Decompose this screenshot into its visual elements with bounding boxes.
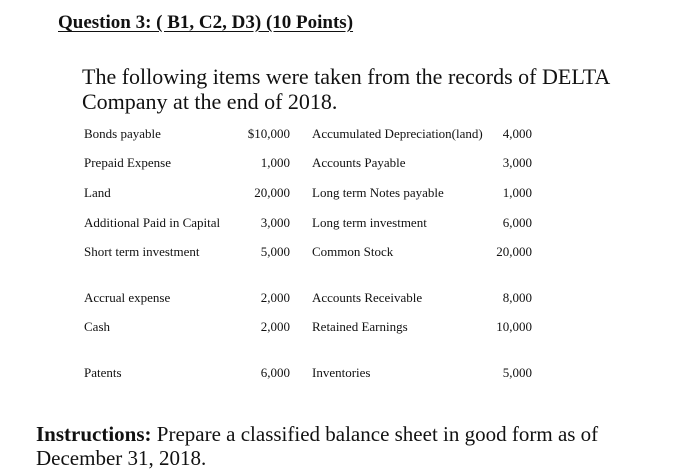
table-row (0, 365, 700, 383)
item-value: 3,000 (260, 215, 290, 230)
item-label: Accounts Payable (312, 155, 406, 170)
item-label: Long term investment (312, 215, 427, 230)
item-label: Cash (84, 319, 110, 334)
table-row (0, 155, 700, 173)
table-row (0, 126, 700, 144)
table-row (0, 319, 700, 337)
item-value: 6,000 (260, 365, 290, 380)
item-value: 3,000 (502, 155, 532, 170)
item-value: 1,000 (260, 155, 290, 170)
item-value: 5,000 (260, 244, 290, 259)
item-label: Retained Earnings (312, 319, 408, 334)
question-title: Question 3: ( B1, C2, D3) (10 Points) (58, 12, 354, 33)
item-label: Patents (84, 365, 122, 380)
table-row (0, 185, 700, 203)
item-label: Short term investment (84, 244, 200, 259)
item-value: 6,000 (502, 215, 532, 230)
instructions (36, 422, 656, 470)
item-value: 20,000 (496, 244, 532, 259)
table-row (0, 290, 700, 308)
table-row (0, 244, 700, 262)
instructions-text: Prepare a classified balance sheet in good form as of December 31, 2018. (36, 422, 599, 470)
item-label: Accounts Receivable (312, 290, 423, 305)
instructions-label: Instructions: (36, 422, 152, 446)
item-value: 1,000 (502, 185, 532, 200)
item-value: 4,000 (502, 126, 532, 141)
item-label: Additional Paid in Capital (84, 215, 221, 230)
item-label: Prepaid Expense (84, 155, 172, 170)
item-value: 20,000 (254, 185, 290, 200)
item-value: $10,000 (247, 126, 290, 141)
table-row (0, 215, 700, 233)
item-label: Inventories (312, 365, 371, 380)
item-label: Accumulated Depreciation(land) (312, 126, 483, 141)
item-label: Land (84, 185, 111, 200)
item-label: Bonds payable (84, 126, 161, 141)
item-label: Common Stock (312, 244, 394, 259)
item-value: 2,000 (260, 290, 290, 305)
item-value: 10,000 (496, 319, 532, 334)
item-value: 5,000 (502, 365, 532, 380)
intro-paragraph: The following items were taken from the records of DELTA Company at the end of 2018. (82, 64, 610, 114)
item-value: 2,000 (260, 319, 290, 334)
item-value: 8,000 (502, 290, 532, 305)
item-label: Long term Notes payable (312, 185, 444, 200)
item-label: Accrual expense (84, 290, 171, 305)
